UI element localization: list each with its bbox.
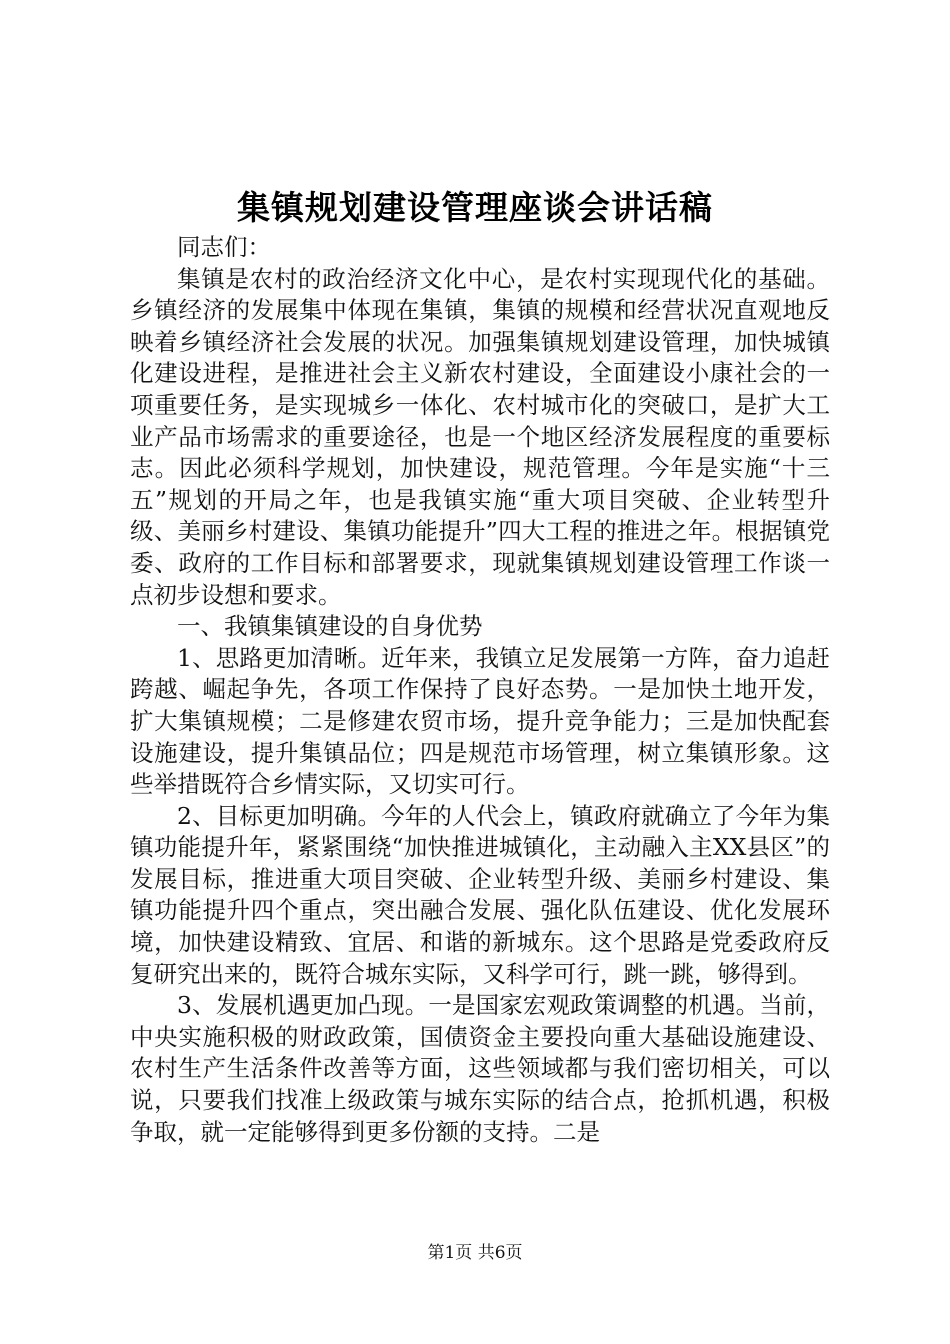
body-paragraph: 2、目标更加明确。今年的人代会上，镇政府就确立了今年为集镇功能提升年，紧紧围绕“加快推进城镇化，主动融入主XX县区”的发展目标，推进重大项目突破、企业转型升级、美丽乡村建设、集镇功能提升四个重点，突出融合发展、强化队伍建设、优化发展环境，加快建设精致、宜居、和谐的新城东。这个思路是党委政府反复研究出来的，既符合城东实际，又科学可行，跳一跳，够得到。 [130, 801, 830, 988]
body-paragraph: 集镇是农村的政治经济文化中心，是农村实现现代化的基础。乡镇经济的发展集中体现在集镇，集镇的规模和经营状况直观地反映着乡镇经济社会发展的状况。加强集镇规划建设管理，加快城镇化建设进程，是推进社会主义新农村建设，全面建设小康社会的一项重要任务，是实现城乡一体化、农村城市化的突破口，是扩大工业产品市场需求的重要途径，也是一个地区经济发展程度的重要标志。因此必须科学规划，加快建设，规范管理。今年是实施“十三五”规划的开局之年，也是我镇实施“重大项目突破、企业转型升级、美丽乡村建设、集镇功能提升”四大工程的推进之年。根据镇党委、政府的工作目标和部署要求，现就集镇规划建设管理工作谈一点初步设想和要求。 [130, 264, 830, 609]
section-heading: 一、我镇集镇建设的自身优势 [177, 612, 483, 641]
page-title: 集镇规划建设管理座谈会讲话稿 [237, 188, 713, 227]
salutation-paragraph: 同志们： [177, 233, 271, 261]
page-number-footer: 第1页 共6页 [427, 1243, 523, 1263]
body-paragraph: 1、思路更加清晰。近年来，我镇立足发展第一方阵，奋力追赶跨越、崛起争先，各项工作保持了良好态势。一是加快土地开发，扩大集镇规模；二是修建农贸市场，提升竞争能力；三是加快配套设施建设，提升集镇品位；四是规范市场管理，树立集镇形象。这些举措既符合乡情实际，又切实可行。 [130, 643, 830, 799]
body-paragraph: 3、发展机遇更加凸现。一是国家宏观政策调整的机遇。当前，中央实施积极的财政政策，国债资金主要投向重大基础设施建设、农村生产生活条件改善等方面，这些领域都与我们密切相关，可以说，只要我们找准上级政策与城东实际的结合点，抢抓机遇，积极争取，就一定能够得到更多份额的支持。二是 [130, 991, 830, 1146]
document-body [130, 232, 830, 1148]
